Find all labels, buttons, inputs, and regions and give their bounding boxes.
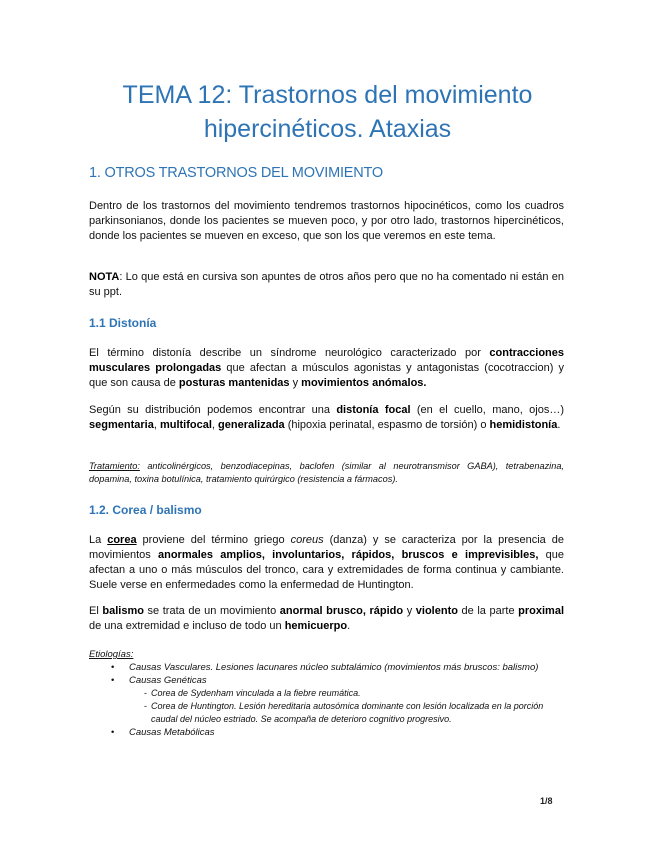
page-title [60,78,595,146]
text-run: , [153,419,160,431]
sub-list-item-text: Corea de Huntington. Lesión hereditaria autosómica dominante con lesión localizada en la porción caudal del núcleo estriado. Se acompaña de deterioro cognitivo progresivo. [151,701,544,724]
bold-run: posturas mantenidas [178,377,290,389]
text-run: , [211,419,219,431]
text-run: (danza) y se caracteriza por la presencia de movimientos [89,534,564,561]
list-item [89,726,564,739]
bold-run: multifocal [159,419,212,431]
nota-paragraph [89,270,564,300]
sub-list-item [89,687,564,700]
text-run: se trata de un movimiento [143,605,280,617]
sub-list-item-text: Corea de Sydenham vinculada a la fiebre reumática. [151,688,361,698]
subsection-heading-distonia: 1.1 Distonía [89,316,157,330]
page-number: 1/8 [540,796,553,806]
distonia-paragraph-2 [89,403,564,433]
list-item-text: Causas Genéticas [129,675,207,686]
list-item [89,661,564,674]
text-run: El [89,605,103,617]
corea-paragraph-1 [89,533,564,593]
title-line-2: hipercinéticos. Ataxias [203,115,452,143]
text-run: y [289,377,302,389]
text-run: El término distonía describe un síndrome neurológico caracterizado por [89,347,490,359]
bold-run: hemicuerpo [284,620,348,632]
etiologias-label [89,648,564,661]
bold-run: proximal [518,605,565,617]
italic-run: coreus [290,534,324,546]
bold-run: anormales amplios, involuntarios, rápidos, bruscos e imprevisibles, [158,549,539,561]
text-run: y [403,605,416,617]
text-run: (hipoxia perinatal, espasmo de torsión) o [284,419,490,431]
text-run: proviene del término griego [136,534,291,546]
bold-run: balismo [102,605,144,617]
section-heading-1: 1. OTROS TRASTORNOS DEL MOVIMIENTO [89,165,383,181]
text-run: La [89,534,108,546]
text-run: . [557,419,561,431]
text-run: que afectan a uno o más músculos del tronco, cara y extremidades de forma continua y cambiante. Suele verse en enfermedades como la enfermedad de Huntington. [89,549,565,591]
text-run: de una extremidad e incluso de todo un [89,620,285,632]
list-item-text: Causas Vasculares. Lesiones lacunares núcleo subtalámico (movimientos más bruscos: balismo) [129,662,539,673]
etiologias-list [89,661,564,739]
dash-icon: - [144,688,147,698]
bold-run: generalizada [218,419,285,431]
text-run: (en el cuello, mano, ojos…) [410,404,564,416]
bold-run: hemidistonía [489,419,558,431]
bullet-icon: • [111,675,115,686]
bold-run: distonía focal [336,404,411,416]
bold-run: segmentaria [89,419,154,431]
list-item-text: Causas Metabólicas [129,727,215,738]
nota-text: : Lo que está en cursiva son apuntes de otros años pero que no ha comentado ni están en su ppt. [89,271,564,298]
dash-icon: - [144,701,147,711]
tratamiento-paragraph [89,460,564,486]
text-run: que afectan a músculos agonistas y antagonistas (cocotraccion) y que son causa de [89,362,564,389]
bullet-icon: • [111,662,115,673]
intro-paragraph: Dentro de los trastornos del movimiento tendremos trastornos hipocinéticos, como los cuadros parkinsonianos, donde los pacientes se mueven poco, y por otro lado, trastornos hipercinéticos, donde los pacientes se mueven en exceso, que son los que veremos en este tema. [89,200,564,242]
bullet-icon: • [111,727,115,738]
nota-label: NOTA [89,271,120,283]
balismo-paragraph [89,604,564,634]
etiologias-label-text: Etiologías: [89,649,134,660]
list-item [89,674,564,687]
text-run: . [347,620,351,632]
title-line-1: TEMA 12: Trastornos del movimiento [122,81,533,109]
bold-run: violento [415,605,458,617]
bold-run: anormal brusco, rápido [279,605,404,617]
bold-run: corea [107,534,137,546]
bold-run: movimientos anómalos. [301,377,427,389]
bold-run: contracciones musculares prolongadas [89,347,564,374]
text-run: Según su distribución podemos encontrar una [89,404,337,416]
tratamiento-label: Tratamiento: [89,461,140,471]
tratamiento-text: anticolinérgicos, benzodiacepinas, baclofen (similar al neurotransmisor GABA), tetrabenazina, dopamina, toxina botulínica, tratamiento quirúrgico (resistencia a fármacos). [89,461,564,484]
distonia-paragraph-1 [89,346,564,391]
subsection-heading-corea: 1.2. Corea / balismo [89,503,202,517]
sub-list-item [89,700,564,726]
text-run: de la parte [457,605,519,617]
